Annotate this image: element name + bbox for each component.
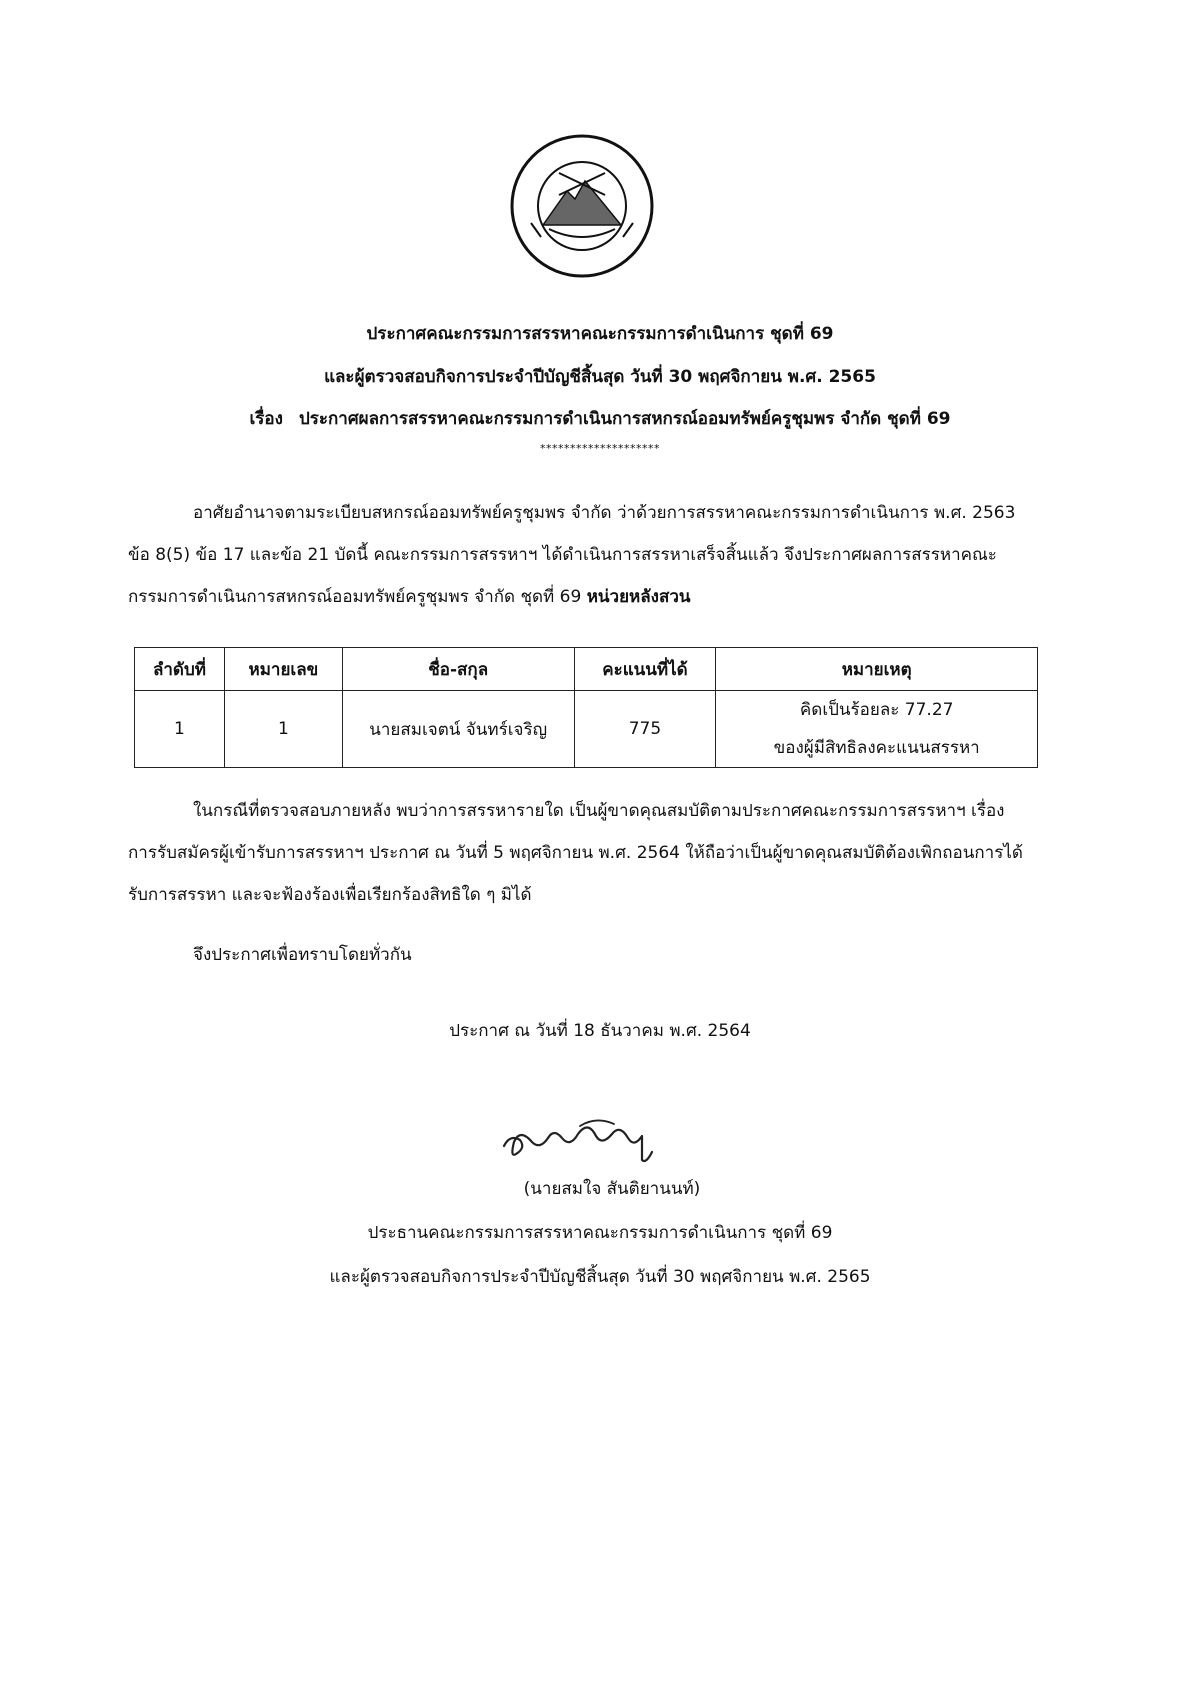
cell-name: นายสมเจตน์ จันทร์เจริญ — [342, 691, 574, 768]
subject-label: เรื่อง — [249, 409, 283, 429]
announced-date: ประกาศ ณ วันที่ 18 ธันวาคม พ.ศ. 2564 — [449, 1021, 751, 1041]
disqualification-text: ในกรณีที่ตรวจสอบภายหลัง พบว่าการสรรหารายใด เป็นผู้ขาดคุณสมบัติตามประกาศคณะกรรมการสรรหาฯ เรื่อง การรับสมัครผู้เข้ารับการสรรหาฯ ประกาศ ณ วันที่ 5 พฤศจิกายน พ.ศ. 2564 ให้ถือว่าเป็นผู้ขาดคุณสมบัติต้องเพิกถอนการได้รับการสรรหา และจะฟ้องร้องเพื่อเรียกร้องสิทธิใด ๆ มิได้ — [128, 801, 1023, 905]
signer-position-1: ประธานคณะกรรมการสรรหาคณะกรรมการดำเนินการ ชุดที่ 69 — [367, 1223, 833, 1243]
signature-image — [496, 1098, 676, 1168]
header-subject — [0, 408, 1200, 430]
header-line-2: และผู้ตรวจสอบกิจการประจำปีบัญชีสิ้นสุด วันที่ 30 พฤศจิกายน พ.ศ. 2565 — [324, 367, 876, 387]
header-name: ชื่อ-สกุล — [342, 648, 574, 691]
table-row — [135, 691, 1038, 768]
intro-text: อาศัยอำนาจตามระเบียบสหกรณ์ออมทรัพย์ครูชุมพร จำกัด ว่าด้วยการสรรหาคณะกรรมการดำเนินการ พ.ศ. 2563 ข้อ 8(5) ข้อ 17 และข้อ 21 บัดนี้ คณะกรรมการสรรหาฯ ได้ดำเนินการสรรหาเสร็จสิ้นแล้ว จึงประกาศผลการสรรหาคณะกรรมการดำเนินการสหกรณ์ออมทรัพย์ครูชุมพร จำกัด ชุดที่ 69 — [128, 503, 1016, 607]
disqualification-paragraph — [128, 790, 1038, 916]
header-separator: ******************** — [540, 442, 660, 455]
header-number: หมายเลข — [224, 648, 342, 691]
cell-number: 1 — [224, 691, 342, 768]
results-table — [134, 647, 1038, 768]
header-line-1: ประกาศคณะกรรมการสรรหาคณะกรรมการดำเนินการ ชุดที่ 69 — [366, 324, 834, 344]
intro-paragraph — [128, 492, 1038, 618]
cell-score: 775 — [574, 691, 716, 768]
header-score: คะแนนที่ได้ — [574, 648, 716, 691]
intro-unit: หน่วยหลังสวน — [586, 587, 691, 607]
cell-remark — [716, 691, 1038, 768]
remark-line-2: ของผู้มีสิทธิลงคะแนนสรรหา — [773, 738, 980, 758]
signer-name: (นายสมใจ สันติยานนท์) — [523, 1179, 701, 1199]
remark-line-1: คิดเป็นร้อยละ 77.27 — [799, 700, 954, 720]
header-remark: หมายเหตุ — [716, 648, 1038, 691]
subject-text: ประกาศผลการสรรหาคณะกรรมการดำเนินการสหกรณ์ออมทรัพย์ครูชุมพร จำกัด ชุดที่ 69 — [298, 409, 951, 429]
table-header-row — [135, 648, 1038, 691]
cooperative-seal-icon — [509, 133, 655, 279]
cell-order: 1 — [135, 691, 225, 768]
header-order: ลำดับที่ — [135, 648, 225, 691]
closing-line: จึงประกาศเพื่อทราบโดยทั่วกัน — [193, 945, 412, 965]
signer-position-2: และผู้ตรวจสอบกิจการประจำปีบัญชีสิ้นสุด วันที่ 30 พฤศจิกายน พ.ศ. 2565 — [329, 1267, 871, 1287]
